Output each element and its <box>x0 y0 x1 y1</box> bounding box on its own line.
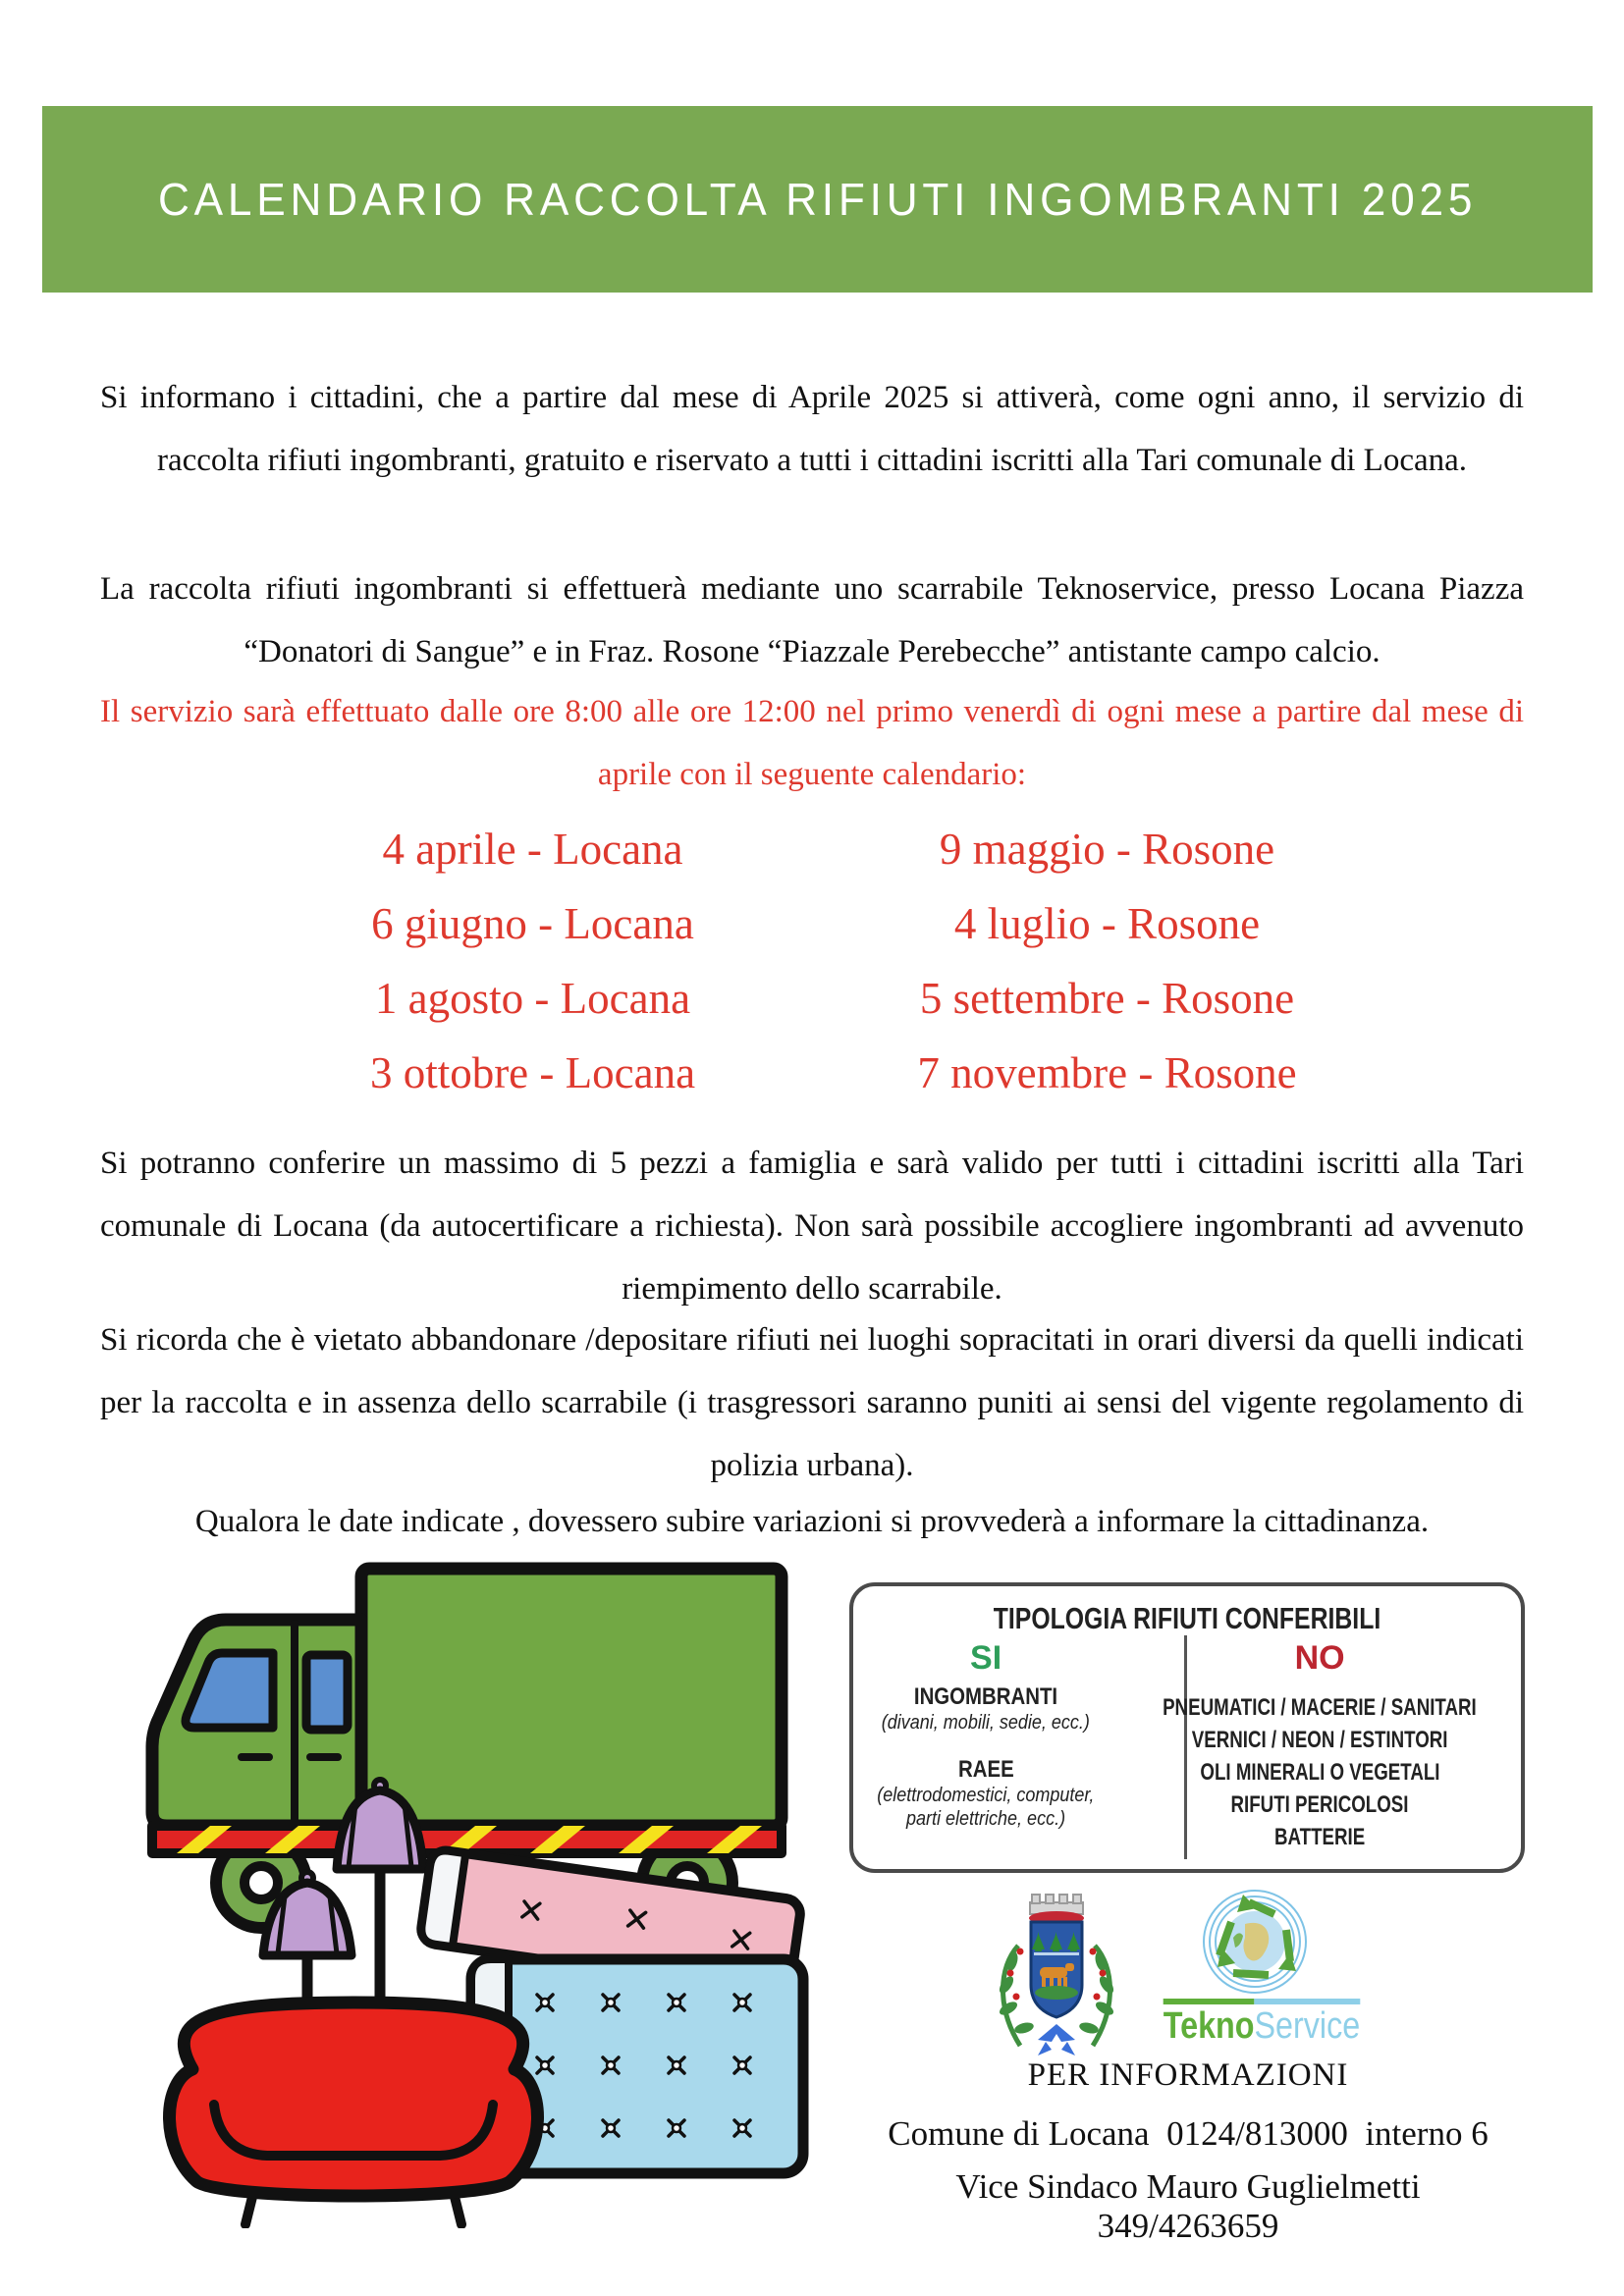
allowed-item-detail: (divani, mobili, sedie, ecc.) <box>882 1712 1091 1734</box>
forbidden-item: PNEUMATICI / MACERIE / SANITARI <box>1163 1694 1477 1721</box>
allowed-item-detail: (elettrodomestici, computer, <box>877 1785 1095 1806</box>
calendar-date: 5 settembre - Rosone <box>919 974 1295 1023</box>
floor-lamp-icon <box>337 1780 423 2010</box>
forbidden-item: BATTERIE <box>1274 1824 1366 1850</box>
calendar-date: 9 maggio - Rosone <box>939 825 1275 874</box>
calendar-date: 1 agosto - Locana <box>374 974 691 1023</box>
teknoservice-wordmark <box>1149 1999 1375 2048</box>
calendar-date: 3 ottobre - Locana <box>369 1048 696 1097</box>
crown-icon <box>1029 1895 1084 1925</box>
paragraph-changes: Qualora le date indicate , dovessero subire variazioni si provvederà a informare la cittadinanza. <box>194 1504 1430 1539</box>
shield-icon <box>1031 1922 1082 2017</box>
contact-vice-mayor-line: Vice Sindaco Mauro Guglielmetti 349/4263659 <box>955 2167 1430 2245</box>
allowed-item-name: RAEE <box>957 1756 1014 1783</box>
ribbon-icon <box>1038 2024 1075 2056</box>
calendar-date: 6 giugno - Locana <box>371 899 694 948</box>
paragraph-schedule-notice: Il servizio sarà effettuato dalle ore 8:00 alle ore 12:00 nel primo venerdì di ogni mese a partire dal mese di aprile con il seguente calendario: <box>100 694 1524 792</box>
teknoservice-wordmark-blue: Service <box>1255 1999 1361 2048</box>
contact-heading: PER INFORMAZIONI <box>1027 2057 1349 2093</box>
page-title: CALENDARIO RACCOLTA RIFIUTI INGOMBRANTI 2025 <box>157 174 1478 225</box>
yes-label: SI <box>970 1639 1002 1677</box>
forbidden-column <box>1118 1637 1521 1857</box>
waste-types-box <box>849 1582 1525 1873</box>
teknoservice-wordmark-green: Tekno <box>1164 1999 1255 2048</box>
paragraph-prohibition: Si ricorda che è vietato abbandonare /depositare rifiuti nei luoghi sopracitati in orari diversi da quelli indicati per la raccolta e in assenza dello scarrabile (i trasgressori saranno puniti ai sensi del vigente regolamento di polizia urbana). <box>100 1322 1524 1483</box>
sofa-icon <box>170 2002 538 2224</box>
calendar-date: 7 novembre - Rosone <box>917 1048 1297 1097</box>
forbidden-item: RIFUTI PERICOLOSI <box>1230 1791 1409 1818</box>
paragraph-intro: Si informano i cittadini, che a partire dal mese di Aprile 2025 si attiverà, come ogni anno, il servizio di raccolta rifiuti ingombranti, gratuito e riservato a tutti i cittadini iscritti alla Tari comunale di Locana. <box>100 380 1524 478</box>
no-label: NO <box>1294 1639 1345 1677</box>
allowed-column <box>853 1637 1118 1857</box>
collection-calendar <box>245 812 1394 1110</box>
contact-phone-line: Comune di Locana 0124/813000 interno 6 <box>888 2114 1489 2153</box>
forbidden-item: OLI MINERALI O VEGETALI <box>1200 1759 1440 1786</box>
header-banner <box>42 106 1593 293</box>
bulky-waste-illustration <box>98 1559 810 2228</box>
allowed-item-name: INGOMBRANTI <box>914 1683 1058 1710</box>
paragraph-location: La raccolta rifiuti ingombranti si effettuerà mediante uno scarrabile Teknoservice, presso Locana Piazza “Donatori di Sangue” e in Fraz. Rosone “Piazzale Perebecche” antistante campo calcio. <box>100 571 1524 669</box>
paragraph-limit: Si potranno conferire un massimo di 5 pezzi a famiglia e sarà valido per tutti i cittadini iscritti alla Tari comunale di Locana (da autocertificare a richiesta). Non sarà possibile accogliere ingombranti ad avvenuto riempimento dello scarrabile. <box>100 1146 1524 1307</box>
calendar-date: 4 aprile - Locana <box>382 825 683 874</box>
forbidden-item: VERNICI / NEON / ESTINTORI <box>1191 1727 1448 1753</box>
allowed-item-detail: parti elettriche, ecc.) <box>906 1808 1066 1830</box>
waste-types-title: TIPOLOGIA RIFIUTI CONFERIBILI <box>993 1601 1381 1635</box>
teknoservice-globe-logo <box>1200 1887 1310 1997</box>
locana-crest-logo <box>987 1891 1126 2059</box>
calendar-date: 4 luglio - Rosone <box>953 899 1261 948</box>
